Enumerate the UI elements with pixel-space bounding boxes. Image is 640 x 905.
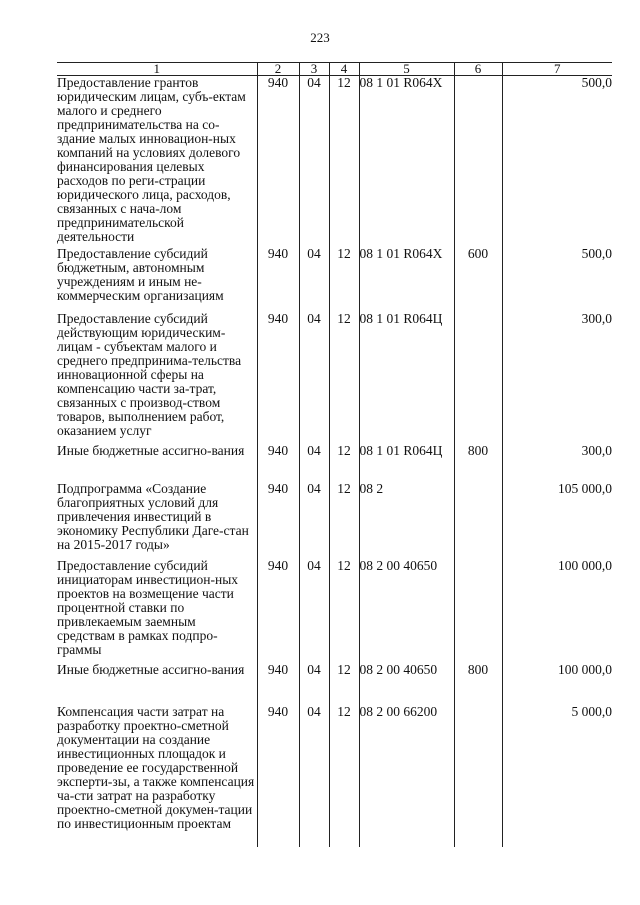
page-number: 223: [310, 30, 330, 45]
table-row: [57, 705, 612, 847]
section-code: 04: [299, 482, 329, 559]
row-name: Предоставление субсидий действующим юридическим-лицам - субъектам малого и среднего предпринима-тельства инновационной сферы на компенсацию части за-трат, связанных с производ-ством товаров, выполнением работ, оказанием услуг: [57, 310, 242, 438]
section-code: 04: [299, 559, 329, 663]
column-header: 4: [329, 63, 359, 76]
subsection-code: 12: [329, 76, 359, 247]
table-row: [57, 482, 612, 559]
table-row: [57, 76, 612, 247]
table-row: [57, 663, 612, 705]
expense-type-code: 800: [454, 663, 502, 705]
amount: 100 000,0: [502, 663, 612, 705]
subsection-code: 12: [329, 247, 359, 312]
amount: 5 000,0: [502, 705, 612, 847]
table-row: [57, 312, 612, 444]
row-name: Подпрограмма «Создание благоприятных условий для привлечения инвестиций в экономику Республики Даге-стан на 2015-2017 годы»: [57, 480, 249, 552]
subsection-code: 12: [329, 482, 359, 559]
column-header: 3: [299, 63, 329, 76]
column-header: 7: [502, 63, 612, 76]
target-code: 08 1 01 R064X: [359, 76, 454, 247]
row-name: Предоставление субсидий инициаторам инвестицион-ных проектов на возмещение части процентной ставки по привлекаемым заемным средствам в рамках подпро-граммы: [57, 557, 239, 657]
ministry-code: 940: [257, 76, 299, 247]
expense-type-code: 600: [454, 247, 502, 312]
row-name: Предоставление субсидий бюджетным, автономным учреждениям и иным не-коммерческим организациям: [57, 245, 224, 303]
row-name: Предоставление грантов юридическим лицам, субъ-ектам малого и среднего предпринимательства на со-здание малых инновацион-ных компаний на условиях долевого финансирования целевых расходов по реги-страции юридического лица, расходов, связанных с нача-лом предпринимательской деятельности: [57, 75, 246, 244]
section-code: 04: [299, 705, 329, 847]
ministry-code: 940: [257, 482, 299, 559]
amount: 300,0: [502, 444, 612, 482]
section-code: 04: [299, 247, 329, 312]
subsection-code: 12: [329, 559, 359, 663]
expense-type-code: 800: [454, 444, 502, 482]
section-code: 04: [299, 663, 329, 705]
subsection-code: 12: [329, 663, 359, 705]
subsection-code: 12: [329, 312, 359, 444]
target-code: 08 1 01 R064X: [359, 247, 454, 312]
column-header: 5: [359, 63, 454, 76]
row-name: Иные бюджетные ассигно-вания: [57, 442, 245, 458]
subsection-code: 12: [329, 705, 359, 847]
table-row: [57, 559, 612, 663]
ministry-code: 940: [257, 705, 299, 847]
budget-table: [57, 62, 612, 847]
amount: 500,0: [502, 247, 612, 312]
ministry-code: 940: [257, 559, 299, 663]
row-name: Иные бюджетные ассигно-вания: [57, 661, 245, 677]
target-code: 08 1 01 R064Ц: [359, 312, 454, 444]
expense-type-code: [454, 312, 502, 444]
subsection-code: 12: [329, 444, 359, 482]
target-code: 08 2 00 40650: [359, 663, 454, 705]
table-row: [57, 444, 612, 482]
row-name: Компенсация части затрат на разработку проектно-сметной документации на создание инвестиционных площадок и проведение ее государственной эксперти-зы, а также компенсация ча-сти затрат на разработку проектно-сметной докумен-тации по инвестиционным проектам: [57, 703, 255, 831]
expense-type-code: [454, 705, 502, 847]
column-header: 1: [57, 63, 257, 76]
section-code: 04: [299, 76, 329, 247]
ministry-code: 940: [257, 247, 299, 312]
ministry-code: 940: [257, 444, 299, 482]
section-code: 04: [299, 444, 329, 482]
ministry-code: 940: [257, 663, 299, 705]
target-code: 08 2: [359, 482, 454, 559]
amount: 105 000,0: [502, 482, 612, 559]
table-row: [57, 247, 612, 312]
target-code: 08 1 01 R064Ц: [359, 444, 454, 482]
expense-type-code: [454, 76, 502, 247]
amount: 100 000,0: [502, 559, 612, 663]
ministry-code: 940: [257, 312, 299, 444]
amount: 500,0: [502, 76, 612, 247]
target-code: 08 2 00 66200: [359, 705, 454, 847]
section-code: 04: [299, 312, 329, 444]
column-header: 6: [454, 63, 502, 76]
target-code: 08 2 00 40650: [359, 559, 454, 663]
expense-type-code: [454, 559, 502, 663]
table-header-row: [57, 63, 612, 76]
amount: 300,0: [502, 312, 612, 444]
expense-type-code: [454, 482, 502, 559]
column-header: 2: [257, 63, 299, 76]
